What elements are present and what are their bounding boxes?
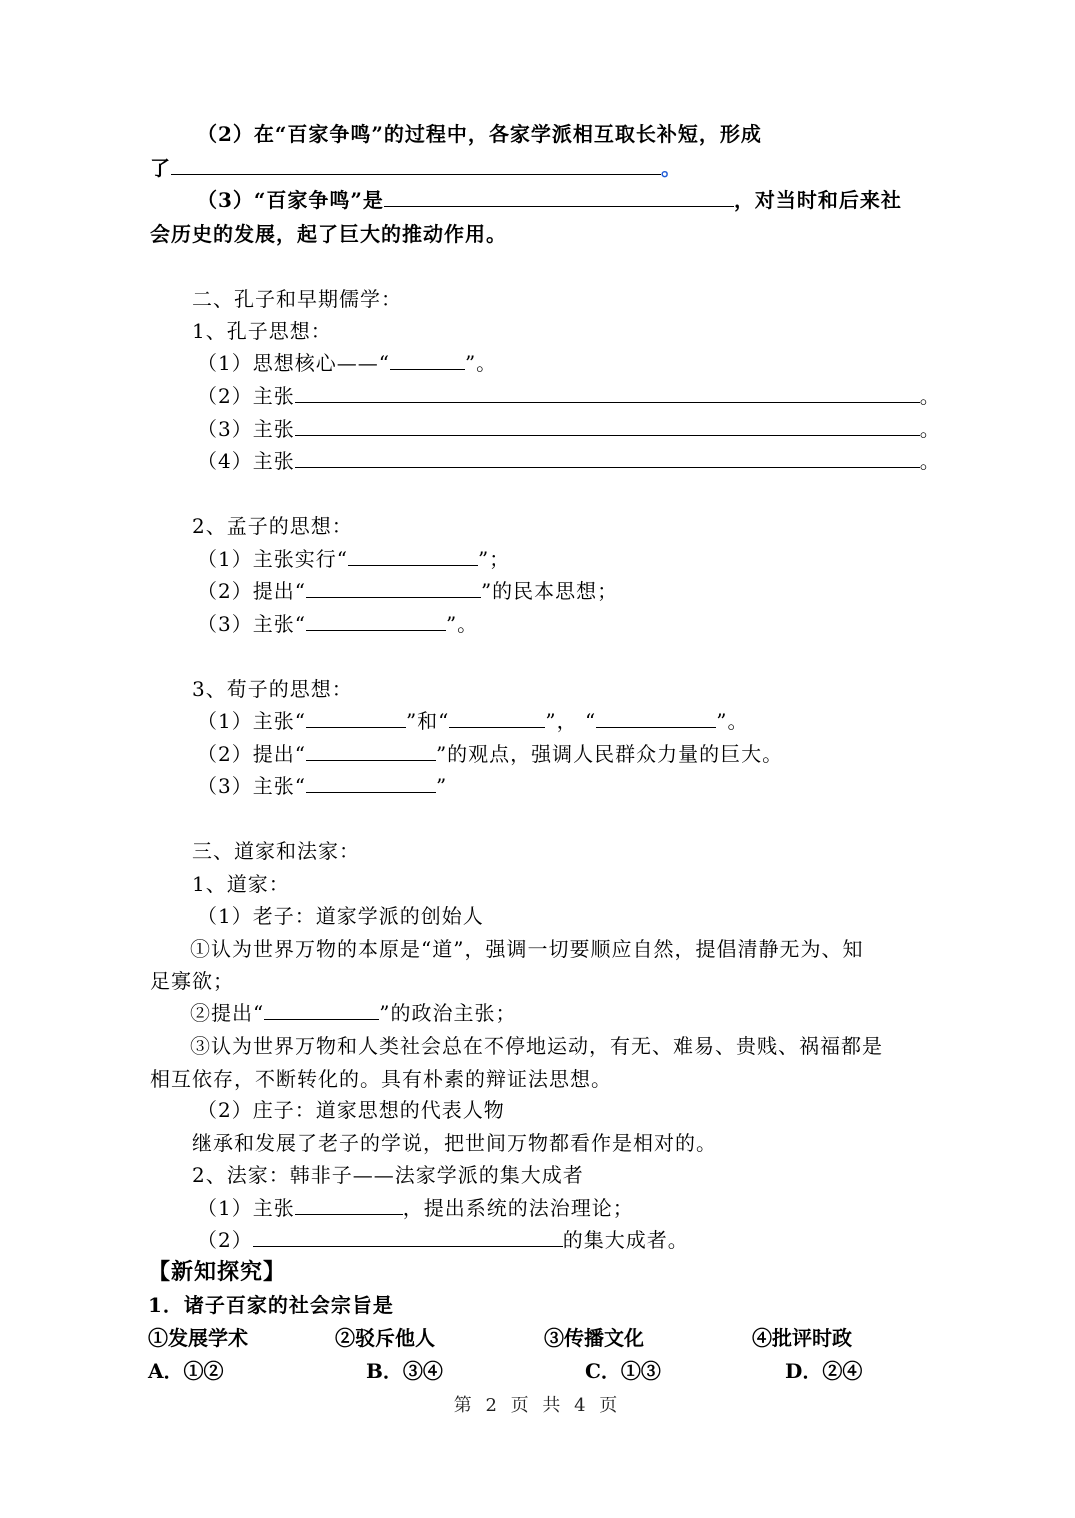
confucius-claim-2: （2）主张 。 [197, 384, 941, 408]
laozi-point-3a: ③认为世界万物和人类社会总在不停地运动，有无、难易、贵贱、祸福都是 [190, 1034, 883, 1058]
confucius-core: （1）思想核心——“ ”。 [197, 351, 498, 375]
laozi-point-3b: 相互依存，不断转化的。具有朴素的辩证法思想。 [150, 1067, 612, 1091]
answer-option-d[interactable]: D．②④ [785, 1359, 863, 1383]
page-footer: 第 2 页 共 4 页 [453, 1395, 622, 1416]
fill-blank[interactable] [384, 188, 734, 207]
xunzi-title: 3、荀子的思想： [192, 677, 353, 701]
fill-blank[interactable] [306, 579, 481, 598]
fill-blank[interactable] [295, 449, 920, 468]
confucius-title: 1、孔子思想： [192, 319, 332, 343]
fill-blank[interactable] [264, 1001, 379, 1020]
fill-blank[interactable] [596, 709, 716, 728]
question-1: 1．诸子百家的社会宗旨是 [148, 1293, 394, 1317]
laozi-point-2: ②提出“ ”的政治主张； [190, 1001, 517, 1025]
mencius-2: （2）提出“ ”的民本思想； [197, 579, 619, 603]
xunzi-2: （2）提出“ ”的观点，强调人民群众力量的巨大。 [197, 742, 784, 766]
laozi-point-1a: ①认为世界万物的本原是“道”，强调一切要顺应自然，提倡清静无为、知 [190, 937, 864, 961]
xunzi-1: （1）主张“ ”和“ ”， “ ”。 [197, 709, 749, 733]
mencius-3: （3）主张“ ”。 [197, 612, 479, 636]
confucius-claim-4: （4）主张 。 [197, 449, 941, 473]
fill-blank[interactable] [295, 417, 920, 436]
confucius-claim-3: （3）主张 。 [197, 417, 941, 441]
fill-blank[interactable] [348, 547, 478, 566]
section-2-heading: 二、孔子和早期儒学： [192, 287, 402, 311]
zhuangzi-detail: 继承和发展了老子的学说，把世间万物都看作是相对的。 [192, 1131, 717, 1155]
mencius-1: （1）主张实行“ ”； [197, 547, 511, 571]
fill-blank[interactable] [306, 774, 436, 793]
answer-option-b[interactable]: B．③④ [366, 1359, 443, 1383]
item-2-line-a: （2）在“百家争鸣”的过程中，各家学派相互取长补短，形成 [197, 122, 762, 146]
explore-heading: 【新知探究】 [148, 1259, 287, 1285]
daoism-title: 1、道家： [192, 872, 290, 896]
item-3-continuation: 会历史的发展，起了巨大的推动作用。 [150, 222, 507, 246]
xunzi-3: （3）主张“ ” [197, 774, 448, 798]
answer-option-a[interactable]: A．①② [148, 1359, 224, 1383]
fill-blank[interactable] [449, 709, 545, 728]
legalism-title: 2、法家：韩非子——法家学派的集大成者 [192, 1163, 584, 1187]
item-3-line: （3）“百家争鸣”是 ，对当时和后来社 [197, 188, 902, 212]
fill-blank[interactable] [295, 384, 920, 403]
choice-item: ③传播文化 [544, 1326, 644, 1350]
mencius-title: 2、孟子的思想： [192, 514, 353, 538]
choice-item: ④批评时政 [752, 1326, 852, 1350]
fill-blank[interactable] [171, 156, 661, 175]
fill-blank[interactable] [306, 612, 446, 631]
zhuangzi-line: （2）庄子：道家思想的代表人物 [197, 1098, 505, 1122]
choice-item: ①发展学术 [148, 1326, 248, 1350]
fill-blank[interactable] [306, 742, 436, 761]
fill-blank[interactable] [295, 1196, 403, 1215]
fill-blank[interactable] [390, 351, 465, 370]
laozi-line: （1）老子：道家学派的创始人 [197, 904, 484, 928]
section-3-heading: 三、道家和法家： [192, 839, 360, 863]
legalism-2: （2） 的集大成者。 [197, 1228, 689, 1252]
fill-blank[interactable] [253, 1228, 563, 1247]
fill-blank[interactable] [306, 709, 406, 728]
answer-option-c[interactable]: C．①③ [585, 1359, 661, 1383]
laozi-point-1b: 足寡欲； [150, 969, 234, 993]
legalism-1: （1）主张 ，提出系统的法治理论； [197, 1196, 634, 1220]
item-2-line-b: 了 。 [150, 156, 682, 180]
choice-item: ②驳斥他人 [335, 1326, 435, 1350]
